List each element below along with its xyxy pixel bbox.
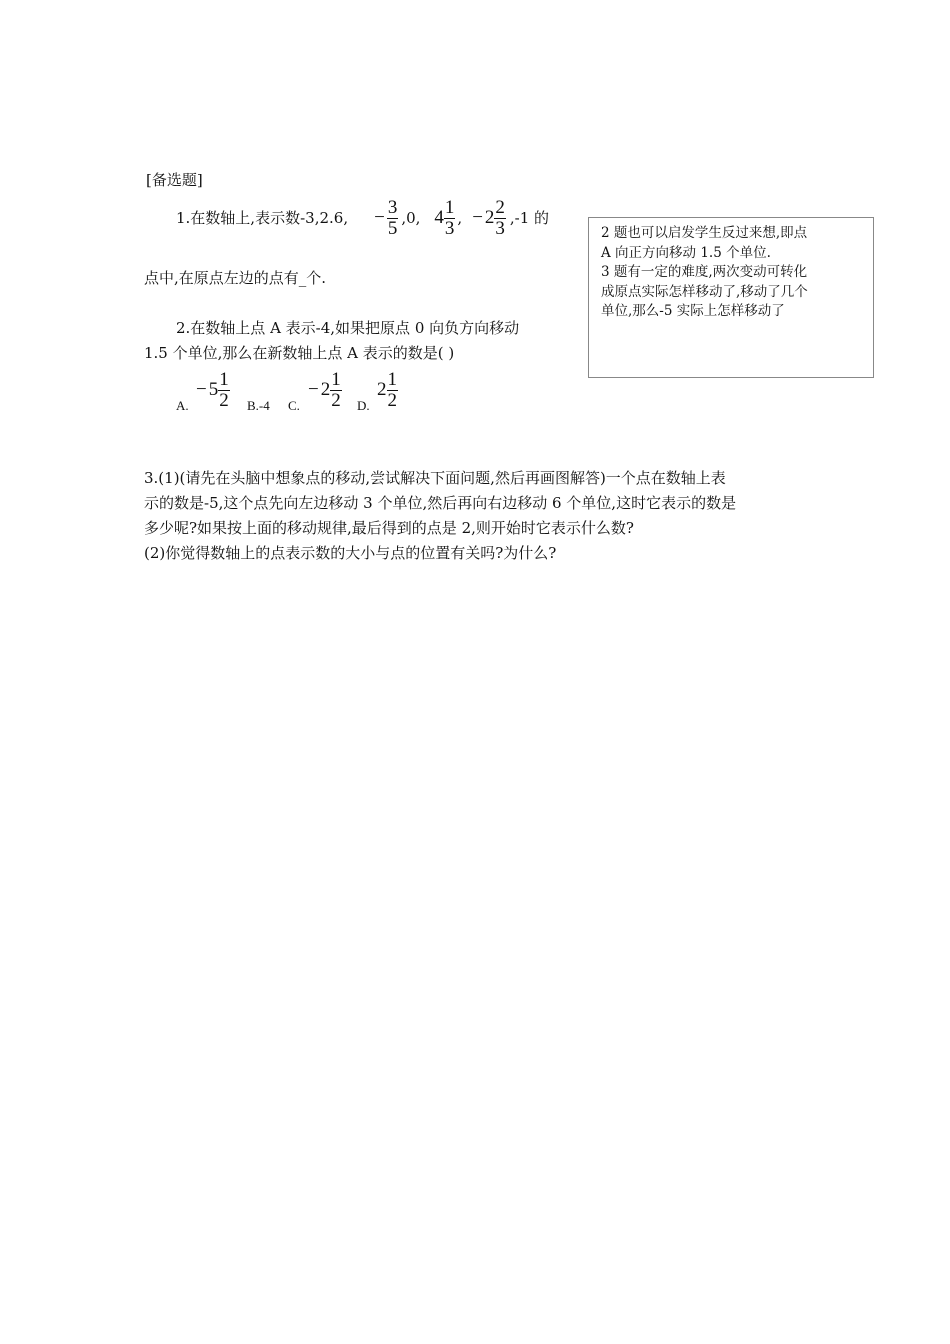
q2-c-numerator: 1 bbox=[331, 368, 341, 390]
q2-d-denominator: 2 bbox=[387, 389, 397, 411]
q2-option-c-label: C. bbox=[288, 398, 300, 413]
q1-frac1-denominator: 5 bbox=[387, 217, 398, 239]
q2-c-denominator: 2 bbox=[331, 389, 341, 411]
q2-option-d-value bbox=[377, 368, 398, 412]
q1-sep1: ,0, bbox=[401, 209, 421, 227]
question-3-line-3: 多少呢?如果按上面的移动规律,最后得到的点是 2,则开始时它表示什么数? bbox=[144, 519, 634, 537]
q2-c-whole: 2 bbox=[320, 379, 331, 400]
q1-frac1-numerator: 3 bbox=[387, 196, 398, 218]
q2-option-a-label: A. bbox=[176, 398, 189, 413]
q1-fraction-1 bbox=[387, 198, 399, 239]
note-line-5: 单位,那么-5 实际上怎样移动了 bbox=[601, 303, 785, 319]
q2-d-fraction bbox=[387, 370, 399, 411]
q1-frac3-denominator: 3 bbox=[495, 217, 505, 239]
q2-option-b: B.-4 bbox=[247, 398, 270, 413]
question-1-line-2: 点中,在原点左边的点有_个. bbox=[144, 269, 327, 287]
q1-sep2: , bbox=[457, 209, 463, 227]
q2-a-sign: − bbox=[196, 379, 207, 400]
q2-option-d-label: D. bbox=[357, 398, 370, 413]
q2-d-whole: 2 bbox=[377, 379, 387, 400]
q2-a-fraction bbox=[218, 370, 230, 411]
q1-frac2-numerator: 1 bbox=[444, 196, 455, 218]
q1-frac3-whole: 2 bbox=[484, 207, 495, 228]
q1-frac2-whole: 4 bbox=[434, 207, 444, 228]
q2-option-a-value bbox=[196, 368, 230, 412]
q1-tail: ,-1 的 bbox=[509, 209, 550, 227]
section-title: [备选题] bbox=[146, 171, 203, 189]
q1-intro: 1.在数轴上,表示数-3,2.6, bbox=[176, 209, 349, 227]
question-3-line-1: 3.(1)(请先在头脑中想象点的移动,尝试解决下面问题,然后再画图解答)一个点在数轴上表 bbox=[144, 469, 726, 487]
question-2-line-1: 2.在数轴上点 A 表示-4,如果把原点 0 向负方向移动 bbox=[176, 319, 520, 337]
teacher-note-box bbox=[588, 217, 874, 378]
q2-option-c-value bbox=[308, 368, 342, 412]
q2-d-numerator: 1 bbox=[387, 368, 397, 390]
q1-frac3-numerator: 2 bbox=[495, 196, 505, 218]
q2-c-sign: − bbox=[308, 379, 319, 400]
note-line-3: 3 题有一定的难度,两次变动可转化 bbox=[601, 264, 808, 280]
question-3-line-2: 示的数是-5,这个点先向左边移动 3 个单位,然后再向右边移动 6 个单位,这时它表示的数是 bbox=[144, 494, 737, 512]
q1-frac3-sign: − bbox=[472, 207, 483, 228]
question-1-line-1 bbox=[176, 196, 549, 240]
q2-a-denominator: 2 bbox=[219, 389, 229, 411]
q2-a-whole: 5 bbox=[208, 379, 219, 400]
q1-frac2-denominator: 3 bbox=[444, 217, 455, 239]
note-line-1: 2 题也可以启发学生反过来想,即点 bbox=[601, 225, 808, 241]
q1-frac1-sign: − bbox=[374, 207, 385, 228]
q2-a-numerator: 1 bbox=[219, 368, 229, 390]
q1-fraction-2 bbox=[444, 198, 456, 239]
question-3-line-4: (2)你觉得数轴上的点表示数的大小与点的位置有关吗?为什么? bbox=[144, 544, 557, 562]
question-2-line-2: 1.5 个单位,那么在新数轴上点 A 表示的数是( ) bbox=[144, 344, 455, 362]
q2-c-fraction bbox=[330, 370, 342, 411]
note-line-2: A 向正方向移动 1.5 个单位. bbox=[601, 244, 771, 261]
q1-fraction-3 bbox=[494, 198, 506, 239]
note-line-4: 成原点实际怎样移动了,移动了几个 bbox=[601, 283, 808, 300]
